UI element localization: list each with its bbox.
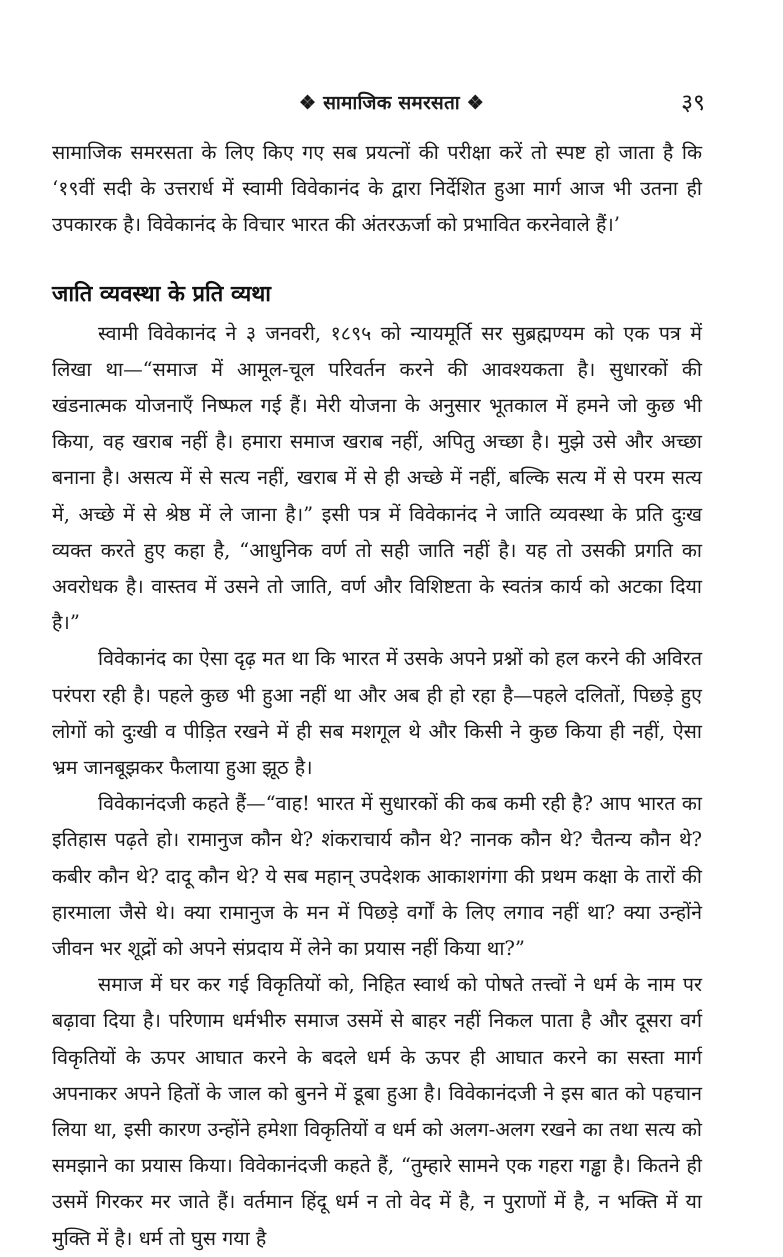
paragraph-tradition: विवेकानंद का ऐसा दृढ़ मत था कि भारत में उसके अपने प्रश्नों को हल करने की अविरत परंपरा रही है। पहले कुछ भी हुआ नहीं था और अब ही हो रहा है—पहले दलितों, पिछड़े हुए लोगों को दुःखी व पीड़ित रखने में ही सब मशगूल थे और किसी ने कुछ किया ही नहीं, ऐसा भ्रम जानबूझकर फैलाया हुआ झूठ है। [52,647,702,780]
running-title: ❖ सामाजिक समरसता ❖ [299,92,484,114]
intro-paragraph: सामाजिक समरसता के लिए किए गए सब प्रयत्नों की परीक्षा करें तो स्पष्ट हो जाता है कि ‘१९वीं सदी के उत्तरार्ध में स्वामी विवेकानंद के द्वारा निर्देशित हुआ मार्ग आज भी उतना ही उपकारक है। विवेकानंद के विचार भारत की अंतरऊर्जा को प्रभावित करनेवाले हैं।’ [52,141,702,237]
page-number: ३९ [681,90,705,116]
paragraph-reformers: विवेकानंदजी कहते हैं—“वाह! भारत में सुधारकों की कब कमी रही है? आप भारत का इतिहास पढ़ते हो। रामानुज कौन थे? शंकराचार्य कौन थे? नानक कौन थे? चैतन्य कौन थे? कबीर कौन थे? दादू कौन थे? ये सब महान् उपदेशक आकाशगंगा की प्रथम कक्षा के तारों की हारमाला जैसे थे। क्या रामानुज के मन में पिछड़े वर्गों के लिए लगाव नहीं था? क्या उन्होंने जीवन भर शूद्रों को अपने संप्रदाय में लेने का प्रयास नहीं किया था?” [52,792,702,961]
paragraph-letter-quote: स्वामी विवेकानंद ने ३ जनवरी, १८९५ को न्यायमूर्ति सर सुब्रह्मण्यम को एक पत्र में लिखा था—“समाज में आमूल-चूल परिवर्तन करने की आवश्यकता है। सुधारकों की खंडनात्मक योजनाएँ निष्फल गई हैं। मेरी योजना के अनुसार भूतकाल में हमने जो कुछ भी किया, वह खराब नहीं है। हमारा समाज खराब नहीं, अपितु अच्छा है। मुझे उसे और अच्छा बनाना है। असत्य में से सत्य नहीं, खराब में से ही अच्छे में नहीं, बल्कि सत्य में से परम सत्य में, अच्छे में से श्रेष्ठ में ले जाना है।” इसी पत्र में विवेकानंद ने जाति व्यवस्था के प्रति दुःख व्यक्त करते हुए कहा है, “आधुनिक वर्ण तो सही जाति नहीं है। यह तो उसकी प्रगति का अवरोधक है। वास्तव में उसने तो जाति, वर्ण और विशिष्टता के स्वतंत्र कार्य को अटका दिया है।” [52,321,702,635]
running-header [0,88,783,118]
body-text [52,135,702,1257]
paragraph-distortions: समाज में घर कर गई विकृतियों को, निहित स्वार्थ को पोषते तत्त्वों ने धर्म के नाम पर बढ़ावा दिया है। परिणाम धर्मभीरु समाज उसमें से बाहर नहीं निकल पाता है और दूसरा वर्ग विकृतियों के ऊपर आघात करने के बदले धर्म के ऊपर ही आघात करने का सस्ता मार्ग अपनाकर अपने हितों के जाल को बुनने में डूबा हुआ है। विवेकानंदजी ने इस बात को पहचान लिया था, इसी कारण उन्होंने हमेशा विकृतियों व धर्म को अलग-अलग रखने का तथा सत्य को समझाने का प्रयास किया। विवेकानंदजी कहते हैं, “तुम्हारे सामने एक गहरा गड्ढा है। कितने ही उसमें गिरकर मर जाते हैं। वर्तमान हिंदू धर्म न तो वेद में है, न पुराणों में है, न भक्ति में या मुक्ति में है। धर्म तो घुस गया है [52,973,702,1250]
section-heading: जाति व्यवस्था के प्रति व्यथा [52,281,271,307]
